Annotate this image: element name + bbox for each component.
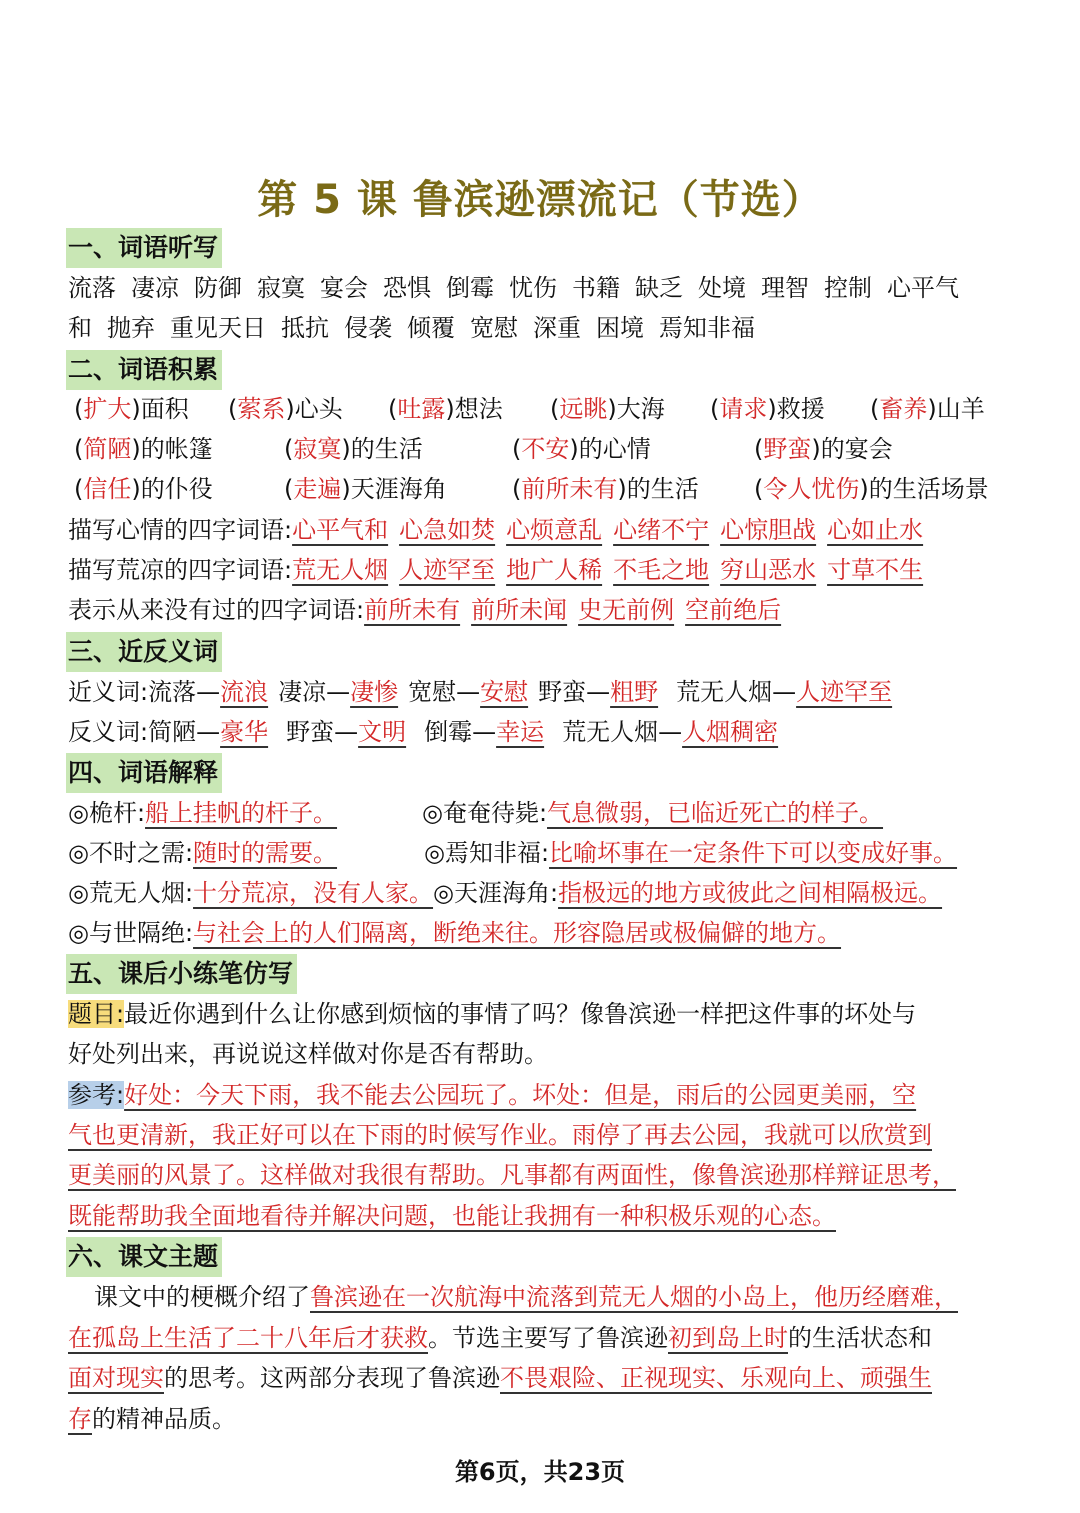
theme-text: 课文中的梗概介绍了	[94, 1283, 310, 1311]
dictation-word: 和	[68, 314, 92, 342]
definition-text: 比喻坏事在一定条件下可以变成好事。	[549, 839, 958, 867]
synonym-answer: 流浪	[220, 678, 269, 706]
synonym-answer: 安慰	[480, 678, 529, 706]
fourchar-word: 心如止水	[827, 516, 924, 544]
phrase-answer: 扩大	[83, 395, 132, 423]
dictation-word: 宴会	[320, 274, 368, 302]
dictation-word: 缺乏	[635, 274, 683, 302]
theme-text: 的精神品质。	[92, 1405, 236, 1433]
section-heading-dictation: 一、词语听写	[66, 228, 222, 268]
dash: —	[196, 718, 221, 746]
synonym-line	[68, 672, 892, 712]
phrase-rest: 救援	[776, 395, 825, 423]
dictation-word: 流落	[68, 274, 116, 302]
reference-line-4: 既能帮助我全面地看待并解决问题，也能让我拥有一种积极乐观的心态。	[68, 1202, 836, 1230]
phrase-answer: 令人忧伤	[763, 475, 860, 503]
theme-text: 。节选主要写了鲁滨逊	[428, 1324, 668, 1352]
dictation-word: 凄凉	[131, 274, 179, 302]
dictation-word: 宽慰	[470, 314, 518, 342]
definition-text: 随时的需要。	[193, 839, 338, 867]
phrase-rest: 的仆役	[140, 475, 213, 503]
word-a: 简陋	[148, 718, 197, 746]
phrase-rest: 的宴会	[820, 435, 893, 463]
definition-row-2	[68, 833, 1028, 873]
definition-item	[68, 793, 337, 833]
definition-item	[424, 833, 957, 873]
dash: —	[472, 718, 497, 746]
dictation-word: 处境	[698, 274, 746, 302]
phrase-answer: 远眺	[559, 395, 608, 423]
phrase-item: (前所未有)的生活	[512, 475, 699, 503]
fourchar-word: 穷山恶水	[720, 556, 817, 584]
synonym-answer: 凄惨	[350, 678, 399, 706]
dash: —	[658, 718, 683, 746]
fourchar-word: 心平气和	[292, 516, 389, 544]
fourchar-word: 心急如焚	[399, 516, 496, 544]
reference-line-2: 气也更清新，我正好可以在下雨的时候写作业。雨停了再去公园，我就可以欣赏到	[68, 1121, 932, 1149]
phrase-rest: 的生活场景	[868, 475, 989, 503]
section-heading-synonyms: 三、近反义词	[66, 632, 222, 672]
section-heading-theme: 六、课文主题	[66, 1237, 222, 1277]
reference-line-1	[68, 1075, 916, 1115]
definition-item	[68, 833, 337, 873]
dictation-word: 抛弃	[107, 314, 155, 342]
fourchar-word: 人迹罕至	[399, 556, 496, 584]
phrase-row-1	[68, 389, 1028, 429]
phrase-item: (远眺)大海	[550, 395, 665, 423]
theme-text: 的思考。这两部分表现了鲁滨逊	[164, 1364, 500, 1392]
reference-line-3: 更美丽的风景了。这样做对我很有帮助。凡事都有两面性，像鲁滨逊那样辩证思考，	[68, 1161, 956, 1189]
dictation-line-1	[68, 268, 974, 308]
dictation-word: 书籍	[572, 274, 620, 302]
dictation-word: 倒霉	[446, 274, 494, 302]
phrase-answer: 走遍	[293, 475, 342, 503]
dictation-word: 重见天日	[170, 314, 266, 342]
phrase-answer: 请求	[719, 395, 768, 423]
phrase-item: (不安)的心情	[512, 435, 651, 463]
antonym-answer: 人烟稠密	[682, 718, 779, 746]
definition-term: ◎与世隔绝:	[68, 919, 194, 947]
phrase-answer: 畜养	[879, 395, 928, 423]
phrase-item: (野蛮)的宴会	[754, 435, 893, 463]
page-title: 第 5 课 鲁滨逊漂流记（节选）	[257, 177, 823, 223]
question-line-1	[68, 994, 916, 1034]
word-a: 荒无人烟	[676, 678, 773, 706]
definition-text: 十分荒凉，没有人家。	[193, 879, 434, 907]
theme-text: 的生活状态和	[788, 1324, 932, 1352]
fourchar-label: 表示从来没有过的四字词语:	[68, 596, 365, 624]
dictation-word: 恐惧	[383, 274, 431, 302]
dictation-word: 寂寞	[257, 274, 305, 302]
phrase-answer: 不安	[521, 435, 570, 463]
theme-line-2	[68, 1318, 932, 1358]
dictation-word: 控制	[824, 274, 872, 302]
phrase-rest: 面积	[140, 395, 189, 423]
fourchar-line-unprecedented	[68, 590, 781, 630]
word-a: 流落	[148, 678, 197, 706]
fourchar-word: 不毛之地	[613, 556, 710, 584]
definition-row-4	[68, 913, 841, 953]
phrase-item: (令人忧伤)的生活场景	[754, 475, 989, 503]
phrase-item: (请求)救援	[710, 395, 825, 423]
fourchar-line-mood	[68, 510, 923, 550]
question-line-2: 好处列出来，再说说这样做对你是否有帮助。	[68, 1040, 548, 1068]
dash: —	[334, 718, 359, 746]
dictation-word: 焉知非福	[659, 314, 755, 342]
phrase-rest: 大海	[616, 395, 665, 423]
fourchar-word: 心惊胆战	[720, 516, 817, 544]
section-heading-definitions: 四、词语解释	[66, 753, 222, 793]
phrase-item: (简陋)的帐篷	[74, 435, 213, 463]
question-text: 最近你遇到什么让你感到烦恼的事情了吗？像鲁滨逊一样把这件事的坏处与	[124, 1000, 917, 1028]
dictation-line-2	[68, 308, 770, 348]
word-a: 野蛮	[286, 718, 335, 746]
fourchar-word: 心绪不宁	[613, 516, 710, 544]
theme-key: 在孤岛上生活了二十八年后才获救	[68, 1324, 428, 1352]
word-a: 凄凉	[278, 678, 327, 706]
word-a: 宽慰	[408, 678, 457, 706]
phrase-item: (畜养)山羊	[870, 395, 985, 423]
dash: —	[772, 678, 797, 706]
fourchar-word: 心烦意乱	[506, 516, 603, 544]
dictation-word: 心平气	[887, 274, 959, 302]
phrase-item: (萦系)心头	[228, 395, 343, 423]
fourchar-label: 描写荒凉的四字词语:	[68, 556, 293, 584]
definition-row-3	[68, 873, 942, 913]
dictation-word: 防御	[194, 274, 242, 302]
definition-item	[422, 793, 883, 833]
dictation-word: 抵抗	[281, 314, 329, 342]
phrase-answer: 野蛮	[763, 435, 812, 463]
theme-line-3	[68, 1358, 932, 1398]
word-a: 荒无人烟	[562, 718, 659, 746]
phrase-item: (扩大)面积	[74, 395, 189, 423]
fourchar-word: 空前绝后	[685, 596, 782, 624]
word-a: 野蛮	[538, 678, 587, 706]
phrase-item: (寂寞)的生活	[284, 435, 423, 463]
dictation-word: 倾覆	[407, 314, 455, 342]
synonym-answer: 粗野	[610, 678, 659, 706]
theme-key: 鲁滨逊在一次航海中流落到荒无人烟的小岛上，他历经磨难，	[310, 1283, 958, 1311]
page-number: 第6页，共23页	[454, 1458, 626, 1486]
definition-term: ◎荒无人烟:	[68, 879, 194, 907]
theme-line-4	[68, 1399, 236, 1439]
antonym-answer: 幸运	[496, 718, 545, 746]
fourchar-word: 前所未闻	[471, 596, 568, 624]
theme-line-1	[94, 1277, 958, 1317]
phrase-item: (信任)的仆役	[74, 475, 213, 503]
dictation-word: 理智	[761, 274, 809, 302]
dictation-word: 深重	[533, 314, 581, 342]
dictation-word: 困境	[596, 314, 644, 342]
phrase-item: (吐露)想法	[388, 395, 503, 423]
phrase-rest: 的帐篷	[140, 435, 213, 463]
fourchar-word: 史无前例	[578, 596, 675, 624]
dash: —	[586, 678, 611, 706]
phrase-answer: 寂寞	[293, 435, 342, 463]
definition-term: ◎不时之需:	[68, 839, 194, 867]
reference-text: 好处：今天下雨，我不能去公园玩了。坏处：但是，雨后的公园更美丽，空	[124, 1081, 917, 1109]
phrase-answer: 萦系	[237, 395, 286, 423]
phrase-answer: 简陋	[83, 435, 132, 463]
fourchar-word: 荒无人烟	[292, 556, 389, 584]
dash: —	[326, 678, 351, 706]
definition-text: 指极远的地方或彼此之间相隔极远。	[558, 879, 943, 907]
definition-text: 船上挂帆的杆子。	[145, 799, 338, 827]
dash: —	[196, 678, 221, 706]
theme-key: 面对现实	[68, 1364, 164, 1392]
fourchar-label: 描写心情的四字词语:	[68, 516, 293, 544]
phrase-rest: 想法	[454, 395, 503, 423]
phrase-row-2	[68, 429, 1028, 469]
phrase-rest: 心头	[294, 395, 343, 423]
phrase-answer: 信任	[83, 475, 132, 503]
phrase-rest: 的生活	[350, 435, 423, 463]
phrase-answer: 前所未有	[521, 475, 618, 503]
theme-key: 存	[68, 1405, 92, 1433]
question-tag: 题目:	[68, 1000, 125, 1028]
word-a: 倒霉	[424, 718, 473, 746]
section-heading-practice: 五、课后小练笔仿写	[66, 954, 297, 994]
definition-text: 与社会上的人们隔离，断绝来往。形容隐居或极偏僻的地方。	[193, 919, 842, 947]
dash: —	[456, 678, 481, 706]
theme-key: 初到岛上时	[668, 1324, 788, 1352]
phrase-answer: 吐露	[397, 395, 446, 423]
definition-row-1	[68, 793, 1028, 833]
reference-tag: 参考:	[68, 1081, 125, 1109]
fourchar-word: 寸草不生	[827, 556, 924, 584]
section-heading-accumulation: 二、词语积累	[66, 350, 222, 390]
phrase-row-3	[68, 469, 1028, 509]
antonym-answer: 文明	[358, 718, 407, 746]
fourchar-word: 前所未有	[364, 596, 461, 624]
antonym-line	[68, 712, 778, 752]
synonym-answer: 人迹罕至	[796, 678, 893, 706]
phrase-rest: 山羊	[936, 395, 985, 423]
definition-term: ◎天涯海角:	[433, 879, 559, 907]
theme-key: 不畏艰险、正视现实、乐观向上、顽强生	[500, 1364, 932, 1392]
phrase-rest: 天涯海角	[350, 475, 447, 503]
synonym-label: 近义词:	[68, 678, 149, 706]
fourchar-line-desolate	[68, 550, 923, 590]
definition-term: ◎奄奄待毙:	[422, 799, 548, 827]
definition-text: 气息微弱，已临近死亡的样子。	[547, 799, 884, 827]
dictation-word: 侵袭	[344, 314, 392, 342]
dictation-word: 忧伤	[509, 274, 557, 302]
definition-term: ◎焉知非福:	[424, 839, 550, 867]
definition-term: ◎桅杆:	[68, 799, 146, 827]
fourchar-word: 地广人稀	[506, 556, 603, 584]
antonym-answer: 豪华	[220, 718, 269, 746]
phrase-rest: 的生活	[626, 475, 699, 503]
phrase-rest: 的心情	[578, 435, 651, 463]
phrase-item: (走遍)天涯海角	[284, 475, 447, 503]
antonym-label: 反义词:	[68, 718, 149, 746]
